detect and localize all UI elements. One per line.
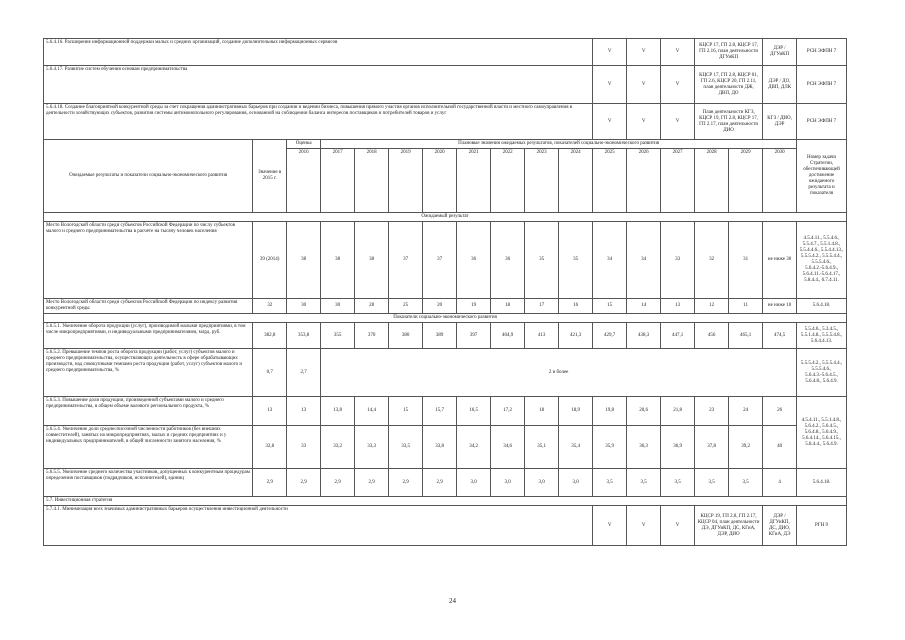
year-value: 12 — [695, 299, 729, 314]
year-value: 34 — [627, 222, 661, 299]
year-value: 19 — [457, 299, 491, 314]
strategy-table — [43, 38, 847, 546]
year-value: 14 — [627, 299, 661, 314]
period-mark: V — [593, 39, 627, 66]
table-row — [44, 426, 847, 469]
task-numbers: 4.5.4.11., 5.5.4.6., 5.5.4.7., 5.5.1.4.8., 5.5.4.4.6., 5.5.4.4.13., 5.5.5.4.2., 5.5.5.4.4., 5.5.5.4.6., 5.6.4.2.-5.6.4.9., 5.6.4.11.-5.6.4.17., 5.8.4.4., 6.7.4.11. — [797, 222, 847, 299]
indicator-label: 5.6.5.3. Повышение доли продукции, произведенной субъектами малого и среднего предпринимательства, в общем объеме валового регионального продукта, % — [44, 397, 253, 426]
indicator-label: 5.6.5.5. Увеличение среднего количества участников, допущенных к конкурентным процедурам определения поставщиков (подрядчиков, исполнителей), единиц — [44, 469, 253, 497]
year-value: 13,8 — [321, 397, 355, 426]
subheader-row — [44, 314, 847, 323]
page-number: 24 — [449, 597, 456, 605]
indicator-label: Место Вологодской области среди субъектов Российской Федерации по индексу развития конкурентной среды — [44, 299, 253, 314]
year-value: 30 — [321, 299, 355, 314]
year-value: 34 — [593, 222, 627, 299]
year-value: 36,3 — [627, 426, 661, 469]
year-value: 31 — [729, 222, 763, 299]
period-mark: V — [627, 66, 661, 104]
year-value: 40 — [763, 426, 797, 469]
year-value: 11 — [729, 299, 763, 314]
period-mark: V — [627, 506, 661, 546]
year-value: 2,9 — [355, 469, 389, 497]
year-header: 2027 — [661, 149, 695, 213]
year-value: 2,9 — [321, 469, 355, 497]
year-header: 2028 — [695, 149, 729, 213]
period-mark: V — [593, 506, 627, 546]
table-row — [44, 469, 847, 497]
executor: КГЗ / ДИО, ДЭР — [763, 104, 797, 140]
header-row — [44, 140, 847, 149]
funding-source: КЦСР 17, ГП 2.8, КЦСР 01, ГП 2.6, КЦСР 20, ГП 2.11, план деятельности ДЖ, ДВП, ДО — [695, 66, 763, 104]
indicator-label: 5.6.5.1. Увеличение оборота продукции (услуг), производимой малыми предприятиями, в том числе микропредприятиями, и индивидуальными предпринимателями, млрд. руб. — [44, 323, 253, 349]
year-header: 2026 — [627, 149, 661, 213]
task-numbers: 5.5.4.6., 5.3.4.5., 5.5.1.4.8., 5.5.5.4.8., 5.6.4.4.13. — [797, 323, 847, 349]
year-value: 3,5 — [593, 469, 627, 497]
year-value: 456 — [695, 323, 729, 349]
year-value: 15,7 — [423, 397, 457, 426]
document-ref: РСН ЭФПН 7 — [797, 104, 847, 140]
year-value: 34,2 — [457, 426, 491, 469]
year-value: 33,2 — [321, 426, 355, 469]
task-numbers: 5.6.4.18. — [797, 469, 847, 497]
year-value: 3,0 — [525, 469, 559, 497]
year-value: 3,0 — [559, 469, 593, 497]
measure-label: 5.6.4.18. Создание благоприятной конкурентной среды за счет сокращения административных барьеров при создании и ведении бизнеса, повышения прямого участия органов исполнительной государственной власти и местного самоуправления в деятельности хозяйствующих субъектов, развития системы антимонопольного регулирования, основанной на соблюдении баланса интересов поставщиков и потребителей товаров и услуг — [44, 104, 593, 140]
year-header: 2023 — [525, 149, 559, 213]
year-value: 37,8 — [695, 426, 729, 469]
year-value: 3,5 — [627, 469, 661, 497]
funding-source: КЦСР 19, ГП 2.8, ГП 2.17, КЦСР 04, план деятельности ДЭ, ДГУиКП, ДС, КГиА, ДЭР, ДИО — [695, 506, 763, 546]
year-value: 33,3 — [355, 426, 389, 469]
year-value: 19,8 — [593, 397, 627, 426]
period-mark: V — [661, 66, 695, 104]
year-value: 24 — [729, 397, 763, 426]
year-value: 13 — [661, 299, 695, 314]
year-value: 30 — [287, 299, 321, 314]
document-ref: РГН 9 — [797, 506, 847, 546]
year-value: 353,8 — [287, 323, 321, 349]
year-value: 28 — [355, 299, 389, 314]
year-header: 2021 — [457, 149, 491, 213]
table-row — [44, 397, 847, 426]
period-mark: V — [593, 104, 627, 140]
measure-label: 5.6.4.16. Расширение информационной поддержки малых и средних организаций, создание дополнительных информационных сервисов — [44, 39, 593, 66]
year-value: 33 — [287, 426, 321, 469]
table-row — [44, 323, 847, 349]
document-ref: РСН ЭФПН 7 — [797, 39, 847, 66]
year-header: 2020 — [423, 149, 457, 213]
measure-label: 5.7.4.1. Минимизация всех значимых административных барьеров осуществления инвестиционной деятельности — [44, 506, 593, 546]
table-row — [44, 39, 847, 66]
year-value: не ниже 10 — [763, 299, 797, 314]
period-mark: V — [593, 66, 627, 104]
year-value: 25 — [389, 299, 423, 314]
year-value: 370 — [355, 323, 389, 349]
year-value: 404,9 — [491, 323, 525, 349]
year-value: 35,9 — [593, 426, 627, 469]
indicator-label: 5.6.5.2. Превышение темпов роста оборота продукции (работ, услуг) субъектов малого и среднего предпринимательства, осуществляющих деятельность в сфере обрабатывающих производств, над совокупными темпами роста продукции (работ, услуг) субъектов малого и среднего предпринимательства, % — [44, 349, 253, 397]
year-value: 35 — [559, 222, 593, 299]
year-value: 34,6 — [491, 426, 525, 469]
base-value: 32,8 — [253, 426, 287, 469]
year-header: 2025 — [593, 149, 627, 213]
year-header: 2019 — [389, 149, 423, 213]
year-value: 35 — [525, 222, 559, 299]
period-mark: V — [627, 39, 661, 66]
year-value: 18 — [491, 299, 525, 314]
year-value: 36 — [457, 222, 491, 299]
year-value: 2,9 — [423, 469, 457, 497]
year-value: 33,8 — [423, 426, 457, 469]
task-number-header: Номер задачи Стратегии, обеспечивающей достижение ожидаемого результата и показателя — [797, 140, 847, 213]
task-numbers: 4.5.4.11., 5.5.1.4.8., 5.6.4.2., 5.6.4.5., 5.6.4.8., 5.6.4.9., 5.6.4.14., 5.6.4.15., 5.8.4.4., 5.6.4.9. — [797, 397, 847, 469]
year-header: 2029 — [729, 149, 763, 213]
year-value: 17,2 — [491, 397, 525, 426]
merged-value: 2 и более — [321, 349, 797, 397]
year-value: 421,3 — [559, 323, 593, 349]
year-value: 20,6 — [627, 397, 661, 426]
base-value: 2,9 — [253, 469, 287, 497]
table-row — [44, 299, 847, 314]
table-row — [44, 349, 847, 397]
base-value: 13 — [253, 397, 287, 426]
year-header: 2018 — [355, 149, 389, 213]
executor: ДЭР / ДО, ДВП, ДЛК — [763, 66, 797, 104]
measure-label: 5.6.4.17. Развитие систем обучения основам предпринимательства — [44, 66, 593, 104]
year-value: 38 — [355, 222, 389, 299]
year-value: 397 — [457, 323, 491, 349]
year-value: 465,1 — [729, 323, 763, 349]
year-value: 35,4 — [559, 426, 593, 469]
year-value: 3,0 — [491, 469, 525, 497]
year-header: 2022 — [491, 149, 525, 213]
year-value: 15 — [593, 299, 627, 314]
funding-source: КЦСР 17, ГП 2.8, КЦСР 17, ГП 2.16, план деятельности ДГУиКП — [695, 39, 763, 66]
year-value: 21,8 — [661, 397, 695, 426]
task-numbers: 5.6.4.18. — [797, 299, 847, 314]
funding-source: План деятельности КГЗ, КЦСР 19, ГП 2.8, КЦСР 17, ГП 2.17, план деятельности ДИО — [695, 104, 763, 140]
year-value: 18,9 — [559, 397, 593, 426]
year-value: 380 — [389, 323, 423, 349]
planned-header: Плановые значения ожидаемых результатов, показателей социально-экономического развития — [321, 140, 797, 149]
year-value: 474,5 — [763, 323, 797, 349]
indicator-label: 5.6.5.4. Увеличение доли среднесписочной численности работников (без внешних совместителей), занятых на микропредприятиях, малых и средних предприятиях и у индивидуальных предпринимателей, в общей численности занятого населения, % — [44, 426, 253, 469]
period-mark: V — [661, 39, 695, 66]
year-value: 16 — [559, 299, 593, 314]
year-value: 39,2 — [729, 426, 763, 469]
year-header: 2016 — [287, 149, 321, 213]
year-value: 35,1 — [525, 426, 559, 469]
year-value: 37 — [423, 222, 457, 299]
year-value: 32 — [695, 222, 729, 299]
results-header: Ожидаемые результаты и показатели социально-экономического развития — [44, 140, 253, 213]
year-value: 3,5 — [729, 469, 763, 497]
year-value: 3,5 — [695, 469, 729, 497]
year-value: 38 — [321, 222, 355, 299]
estimate-header: Оценка — [287, 140, 321, 149]
year-value: 17 — [525, 299, 559, 314]
base-value: 0,7 — [253, 349, 287, 397]
year-value: 2,9 — [287, 469, 321, 497]
period-mark: V — [661, 506, 695, 546]
year-value: 13 — [287, 397, 321, 426]
table-row — [44, 222, 847, 299]
year-value: 38 — [287, 222, 321, 299]
executor: ДЭР / ДГУиКП, ДС, ДИО, КГиА, ДЭ — [763, 506, 797, 546]
year-header: 2017 — [321, 149, 355, 213]
year-value: 3,0 — [457, 469, 491, 497]
indicators-label: Показатели социально-экономического развития — [44, 314, 847, 323]
base-value: 32 — [253, 299, 287, 314]
year-value: 23 — [695, 397, 729, 426]
year-value: 438,3 — [627, 323, 661, 349]
year-header: 2030 — [763, 149, 797, 213]
document-ref: РСН ЭФПН 7 — [797, 66, 847, 104]
table-row — [44, 66, 847, 104]
year-value: не ниже 30 — [763, 222, 797, 299]
year-value: 4 — [763, 469, 797, 497]
year-value: 2,7 — [287, 349, 321, 397]
year-value: 18 — [525, 397, 559, 426]
year-value: 33 — [661, 222, 695, 299]
period-mark: V — [661, 104, 695, 140]
year-value: 16,5 — [457, 397, 491, 426]
expected-result-label: Ожидаемый результат — [44, 213, 847, 222]
value-2015-header: Значение в 2015 г. — [253, 140, 287, 213]
executor: ДЭР / ДГУиКП — [763, 39, 797, 66]
year-header: 2024 — [559, 149, 593, 213]
year-value: 413 — [525, 323, 559, 349]
indicator-label: Место Вологодской области среди субъектов Российской Федерации по числу субъектов малого и среднего предпринимательства в расчете на тысячу человек населения — [44, 222, 253, 299]
year-value: 447,1 — [661, 323, 695, 349]
section-heading: 5.7. Инвестиционная стратегия — [44, 497, 847, 506]
year-value: 2,9 — [389, 469, 423, 497]
year-value: 355 — [321, 323, 355, 349]
year-value: 14,4 — [355, 397, 389, 426]
base-value: 39 (2014) — [253, 222, 287, 299]
year-value: 36 — [491, 222, 525, 299]
year-value: 3,5 — [661, 469, 695, 497]
table-row — [44, 506, 847, 546]
base-value: 382,8 — [253, 323, 287, 349]
year-value: 389 — [423, 323, 457, 349]
year-value: 26 — [763, 397, 797, 426]
subheader-row — [44, 213, 847, 222]
year-value: 37 — [389, 222, 423, 299]
section-row — [44, 497, 847, 506]
year-value: 33,5 — [389, 426, 423, 469]
period-mark: V — [627, 104, 661, 140]
year-value: 15 — [389, 397, 423, 426]
task-numbers: 5.5.5.4.2., 5.5.5.4.4., 5.5.5.4.6., 5.6.4.3.-5.6.4.5., 5.6.4.8., 5.6.4.9. — [797, 349, 847, 397]
year-value: 20 — [423, 299, 457, 314]
table-row — [44, 104, 847, 140]
year-value: 36,9 — [661, 426, 695, 469]
year-value: 429,7 — [593, 323, 627, 349]
